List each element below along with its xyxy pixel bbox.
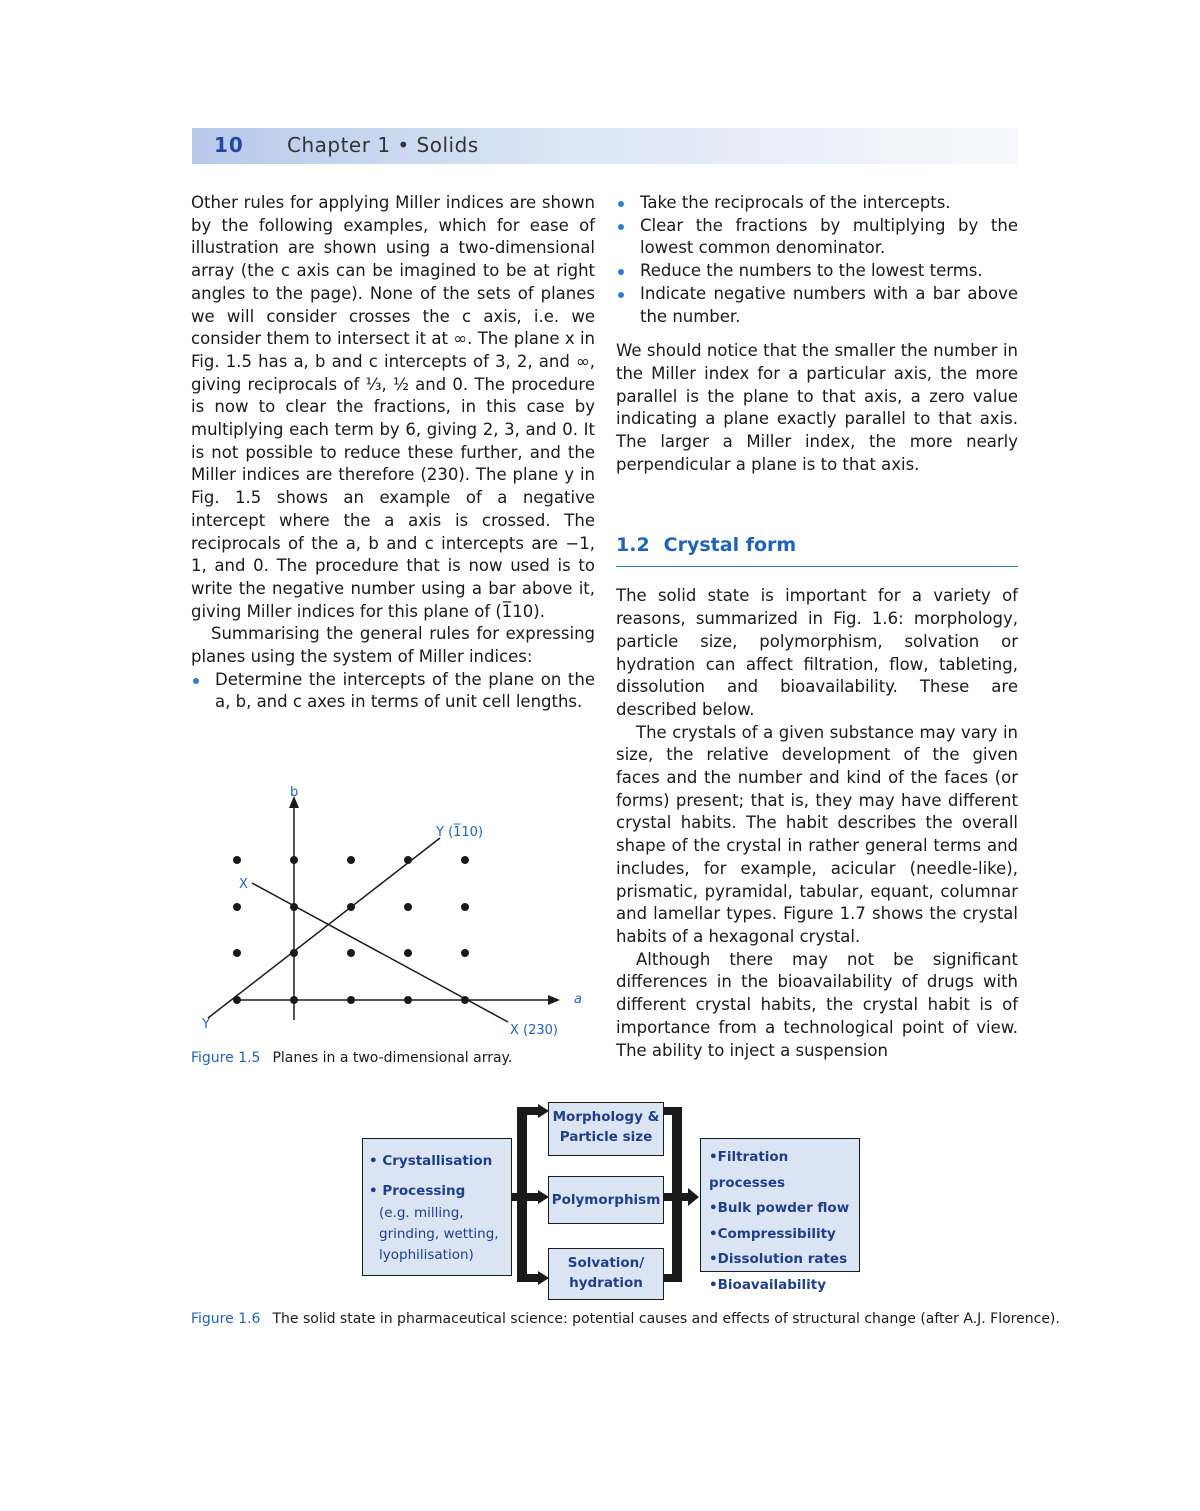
page-number: 10: [214, 133, 244, 157]
polymorphism-label: Polymorphism: [551, 1192, 661, 1208]
figure-label: Figure 1.5: [191, 1050, 261, 1066]
effects-box: [700, 1138, 860, 1293]
list-item: Clear the fractions by multiplying by the lowest common denominator.: [616, 215, 1018, 260]
causes-box: [362, 1138, 512, 1276]
morphology-line-2: Particle size: [559, 1129, 653, 1145]
list-item: Indicate negative numbers with a bar above the number.: [616, 283, 1018, 328]
effect-item: •Compressibility: [709, 1225, 836, 1242]
cause-processing-detail-2: grinding, wetting,: [379, 1226, 499, 1242]
morphology-line-1: Morphology &: [552, 1109, 660, 1125]
label-plane-x: X (230): [510, 1023, 558, 1038]
effect-item: •Bioavailability: [709, 1276, 827, 1293]
caption-text: Planes in a two-dimensional array.: [272, 1050, 513, 1066]
section-number: 1.2: [616, 534, 650, 557]
label-y: Y: [202, 1017, 210, 1032]
paragraph-miller-rules: Other rules for applying Miller indices are shown by the following examples, which for ease of illustration are shown using a two-dimensional array (the c axis can be imagined to be at right angles to the page). None of the sets of planes we will consider crosses the c axis, i.e. we consider them to intersect it at ∞. The plane x in Fig. 1.5 has a, b and c intercepts of 3, 2, and ∞, giving reciprocals of ⅓, ½ and 0. The procedure is now to clear the fractions, in this case by multiplying each term by 6, giving 2, 3, and 0. It is not possible to reduce these further, and the Miller indices are therefore (230). The plane y in Fig. 1.5 shows an example of a negative intercept where the a axis is crossed. The reciprocals of the a, b and c intercepts are −1, 1, and 0. The procedure that is now used is to write the negative number using a bar above it, giving Miller indices for this plane of (1̅10).: [191, 193, 595, 621]
label-plane-y: Y (1̅10): [436, 825, 484, 840]
polymorphism-box: [548, 1176, 664, 1224]
solvation-line-1: Solvation/: [567, 1255, 645, 1271]
list-item: Determine the intercepts of the plane on the a, b, and c axes in terms of unit cell lengths.: [191, 669, 595, 714]
axis-label-b: b: [290, 785, 299, 800]
paragraph-solid-state: The solid state is important for a variety of reasons, summarized in Fig. 1.6: morphology, particle size, polymorphism, solvation or hydration can affect filtration, flow, tableting, dissolution and bioavailability. These are described below.: [616, 586, 1018, 719]
list-item: Reduce the numbers to the lowest terms.: [616, 260, 1018, 283]
cause-crystallisation: • Crystallisation: [369, 1153, 493, 1169]
running-header-chapter: Chapter 1 • Solids: [287, 133, 479, 157]
right-bracket-middle: [662, 1193, 682, 1201]
morphology-box: [548, 1102, 664, 1156]
effect-item: •Bulk powder flow: [709, 1200, 850, 1216]
figure-label: Figure 1.6: [191, 1311, 261, 1327]
figure-1-6-caption: [191, 1311, 1060, 1327]
arrow-stem-polymorphism: [527, 1193, 539, 1201]
left-bracket-bottom: [517, 1274, 539, 1282]
cause-connector: [512, 1193, 522, 1201]
solvation-line-2: hydration: [569, 1275, 643, 1291]
effect-item: •Dissolution rates: [709, 1251, 848, 1267]
section-title: Crystal form: [663, 534, 797, 557]
paragraph-crystal-habits: The crystals of a given substance may vary in size, the relative development of the given faces and the number and kind of the faces (or forms) present; that is, they may have different crystal habits. The habit describes the overall shape of the crystal in rather general terms and includes, for example, acicular (needle-like), prismatic, pyramidal, tabular, equant, columnar and lamellar types. Figure 1.7 shows the crystal habits of a hexagonal crystal.: [616, 722, 1018, 946]
arrow-to-effects-icon: [688, 1188, 699, 1206]
caption-text: The solid state in pharmaceutical science: potential causes and effects of structural change (after A.J. Florence).: [272, 1311, 1060, 1327]
effect-item: •Filtration processes: [709, 1149, 789, 1191]
label-x: X: [239, 877, 248, 892]
right-bracket-top: [662, 1107, 682, 1115]
cause-processing: • Processing: [369, 1183, 466, 1199]
paragraph-bioavailability: Although there may not be significant differences in the bioavailability of drugs with different crystal habits, the crystal habit is of importance from a technological point of view. The ability to inject a suspension: [616, 949, 1018, 1060]
solvation-box: [548, 1248, 664, 1300]
cause-processing-detail-3: lyophilisation): [379, 1247, 474, 1263]
axis-label-a: a: [574, 992, 582, 1007]
list-item: Take the reciprocals of the intercepts.: [616, 192, 1018, 215]
paragraph-summarising: Summarising the general rules for expressing planes using the system of Miller indices:: [191, 624, 595, 667]
right-bracket-bottom: [662, 1274, 682, 1282]
left-bracket-top: [517, 1107, 539, 1115]
paragraph-miller-meaning: We should notice that the smaller the number in the Miller index for a particular axis, the more parallel is the plane to that axis, a zero value indicating a plane exactly parallel to that axis. The larger a Miller index, the more nearly perpendicular a plane is to that axis.: [616, 341, 1018, 474]
cause-processing-detail-1: (e.g. milling,: [379, 1205, 464, 1221]
